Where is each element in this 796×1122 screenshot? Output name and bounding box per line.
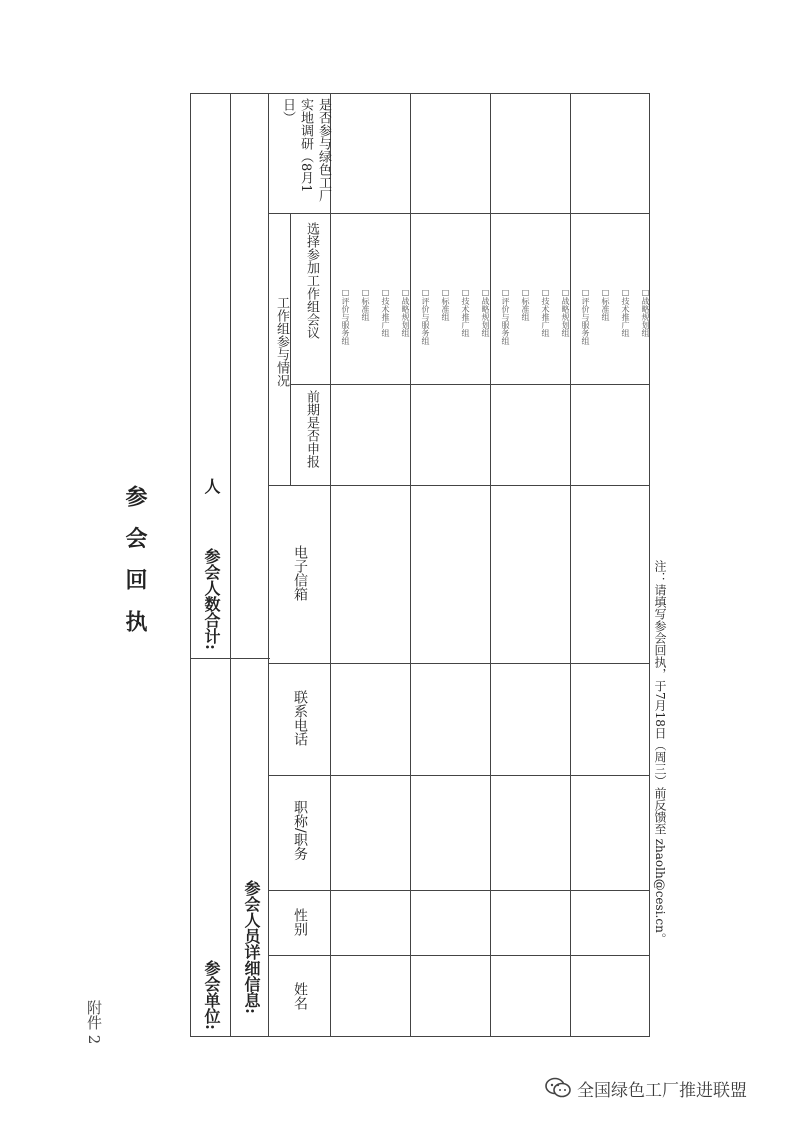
col-name: 姓名 [292,982,308,1010]
page-title: 参 会 回 执 [122,485,148,638]
option-item[interactable]: □评价与服务组 [581,288,590,345]
option-item[interactable]: □标准组 [361,288,370,321]
watermark-text: 全国绿色工厂推进联盟 [577,1080,747,1101]
option-item[interactable]: □标准组 [601,288,610,321]
unit-label: 参会单位: [202,960,221,1030]
option-item[interactable]: □评价与服务组 [501,288,510,345]
col-field-trip: 是否参与绿色工厂实地调研（8月1日） [280,98,331,202]
col-declared: 前期是否申报 [304,390,319,468]
footnote: 注：请填写参会回执，于7月18日（周三）前反馈至 zhaolh@cesi.cn。 [653,560,667,945]
wechat-icon [545,1077,571,1099]
option-item[interactable]: □技术推广组 [381,288,390,337]
col-gender: 性别 [292,908,308,936]
option-list [330,288,410,345]
col-workgroup: 工作组参与情况 [274,296,289,387]
col-phone: 联系电话 [292,690,308,746]
option-item[interactable]: □评价与服务组 [341,288,350,345]
option-item[interactable]: □标准组 [521,288,530,321]
attachment-label: 附件 2 [85,1000,103,1045]
col-select: 选择参加工作组会议 [304,222,319,339]
count-label: 参会人数合计: [202,548,221,650]
option-item[interactable]: □技术推广组 [541,288,550,337]
detail-label: 参会人员详细信息: [242,880,261,1014]
col-email: 电子信箱 [292,545,308,601]
option-item[interactable]: □评价与服务组 [421,288,430,345]
option-item[interactable]: □标准组 [441,288,450,321]
option-item[interactable]: □战略规划组 [481,288,490,337]
option-list [410,288,490,345]
option-item[interactable]: □技术推广组 [461,288,470,337]
option-list [490,288,570,345]
watermark [545,1075,747,1101]
option-list [570,288,650,345]
option-item[interactable]: □战略规划组 [641,288,650,337]
count-unit: 人 [202,478,221,494]
col-title: 职称/职务 [292,800,308,861]
option-item[interactable]: □技术推广组 [621,288,630,337]
option-item[interactable]: □战略规划组 [561,288,570,337]
option-item[interactable]: □战略规划组 [401,288,410,337]
